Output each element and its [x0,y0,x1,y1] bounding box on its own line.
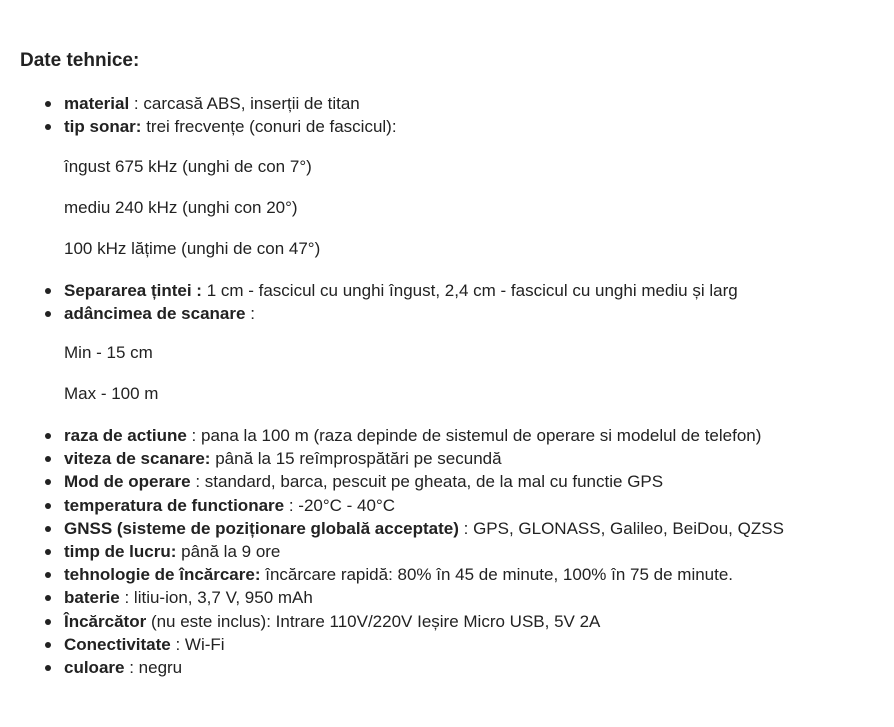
spec-separator: : [284,495,299,515]
spec-item [64,563,784,586]
spec-item [64,656,784,679]
spec-value: litiu-ion, 3,7 V, 950 mAh [133,588,313,608]
spec-value: încărcare rapidă: 80% în 45 de minute, 100% în 75 de minute. [265,565,734,585]
sonar-frequency-wide: 100 kHz lățime (unghi de con 47°) [64,239,321,258]
spec-item [64,633,784,656]
spec-value: pana la 100 m (raza depinde de sistemul de operare si modelul de telefon) [201,426,762,445]
spec-separator: : [170,634,185,654]
section-heading: Date tehnice: [20,50,140,71]
spec-list-2 [0,279,738,325]
spec-separator: : [186,426,201,445]
spec-label: Mod de operare [64,472,191,492]
spec-value: trei frecvențe (conuri de fascicul): [146,117,397,137]
spec-label: timp de lucru: [64,541,177,561]
spec-value: (nu este inclus): Intrare 110V/220V Ieșire Micro USB, 5V 2A [150,611,601,631]
spec-item [64,470,784,493]
spec-label: culoare [64,657,125,677]
sonar-frequency-medium: mediu 240 kHz (unghi con 20°) [64,198,298,217]
spec-separator: : [129,94,144,113]
depth-max: Max - 100 m [64,384,159,403]
spec-label: temperatura de functionare [64,495,285,515]
spec-label: viteza de scanare: [64,449,211,469]
spec-item [64,115,397,138]
spec-separator: : [190,472,205,492]
spec-item [64,279,738,302]
spec-separator: : [119,588,134,608]
spec-label: raza de actiune [64,426,187,445]
spec-value: până la 9 ore [181,541,281,561]
spec-item [64,517,784,540]
spec-value: Wi-Fi [184,634,225,654]
spec-separator: : [124,657,139,677]
spec-label: adâncimea de scanare [64,304,246,324]
spec-label: baterie [64,588,120,608]
spec-label: tip sonar: [64,117,142,137]
spec-value: : [250,304,255,324]
spec-item [64,92,397,115]
spec-label: material [64,94,130,113]
spec-value: până la 15 reîmprospătări pe secundă [215,449,502,469]
spec-label: Încărcător [64,611,147,631]
spec-item [64,424,784,447]
spec-value: -20°C - 40°C [298,495,396,515]
spec-value: 1 cm - fascicul cu unghi îngust, 2,4 cm - fascicul cu unghi mediu și larg [206,281,738,300]
spec-item [64,494,784,517]
spec-item [64,586,784,609]
spec-label: Separarea țintei : [64,281,202,300]
spec-item [64,447,784,470]
spec-value: carcasă ABS, inserții de titan [143,94,360,113]
spec-label: tehnologie de încărcare: [64,565,261,585]
spec-item [64,610,784,633]
spec-separator: : [458,518,474,538]
sonar-frequency-narrow: îngust 675 kHz (unghi de con 7°) [64,157,312,176]
spec-label: Conectivitate [64,634,171,654]
spec-list-3 [0,424,784,679]
spec-item [64,540,784,563]
spec-list-1 [0,92,397,138]
spec-item [64,302,738,325]
spec-label: GNSS (sisteme de poziționare globală acceptate) [64,518,459,538]
spec-value: negru [138,657,183,677]
depth-min: Min - 15 cm [64,343,153,362]
spec-value: GPS, GLONASS, Galileo, BeiDou, QZSS [473,518,784,538]
spec-value: standard, barca, pescuit pe gheata, de la mal cu functie GPS [204,472,664,492]
